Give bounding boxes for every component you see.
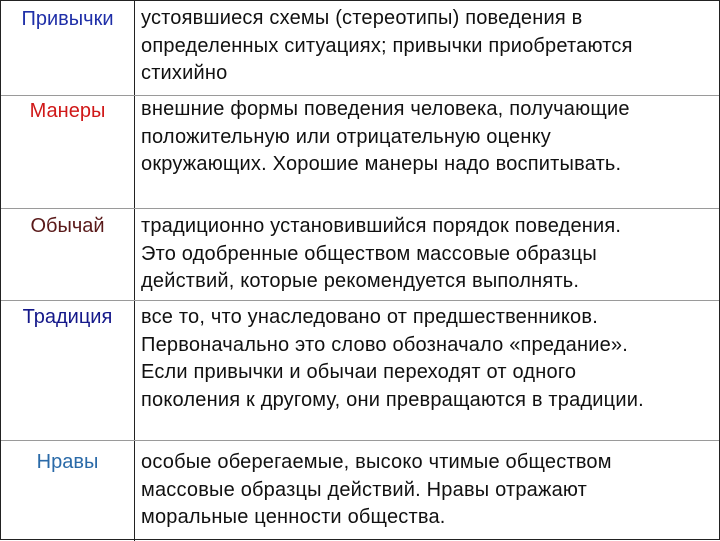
definition-line: Это одобренные обществом массовые образцы <box>141 242 597 265</box>
definition-line: Если привычки и обычаи переходят от одного <box>141 361 577 383</box>
definition-line: действий, которые рекомендуется выполнять. <box>141 270 580 292</box>
definition <box>141 213 717 296</box>
definition-line: стихийно <box>141 62 228 84</box>
term-manery: Манеры <box>29 100 106 122</box>
term-privychki: Привычки <box>21 8 114 30</box>
definition-line: Первоначально это слово обозначало «предание». <box>141 333 628 356</box>
definition-line: окружающих. Хорошие манеры надо воспитывать. <box>141 153 622 175</box>
definition-line: особые оберегаемые, высоко чтимые обществом <box>141 451 612 473</box>
definition <box>141 5 717 88</box>
definition-line: все то, что унаследовано от предшественников. <box>141 306 598 328</box>
table-row <box>1 96 719 209</box>
definition-line: определенных ситуациях; привычки приобретаются <box>141 34 633 57</box>
definition <box>141 96 717 179</box>
definition-line: поколения к другому, они превращаются в традиции. <box>141 388 644 411</box>
table-row <box>1 441 719 539</box>
table-row <box>1 209 719 301</box>
definition <box>141 304 717 414</box>
term-nravy: Нравы <box>36 451 99 473</box>
definition-line: традиционно установившийся порядок поведения. <box>141 215 622 237</box>
table-row <box>1 1 719 96</box>
definition-line: внешние формы поведения человека, получающие <box>141 98 630 120</box>
definition-line: устоявшиеся схемы (стереотипы) поведения в <box>141 7 583 29</box>
definition-line: моральные ценности общества. <box>141 506 446 528</box>
definition <box>141 449 717 532</box>
definition-line: положительную или отрицательную оценку <box>141 125 551 148</box>
definition-line: массовые образцы действий. Нравы отражают <box>141 478 588 501</box>
term-traditsiya: Традиция <box>22 306 113 328</box>
term-obychai: Обычай <box>30 215 105 237</box>
table-row <box>1 301 719 441</box>
